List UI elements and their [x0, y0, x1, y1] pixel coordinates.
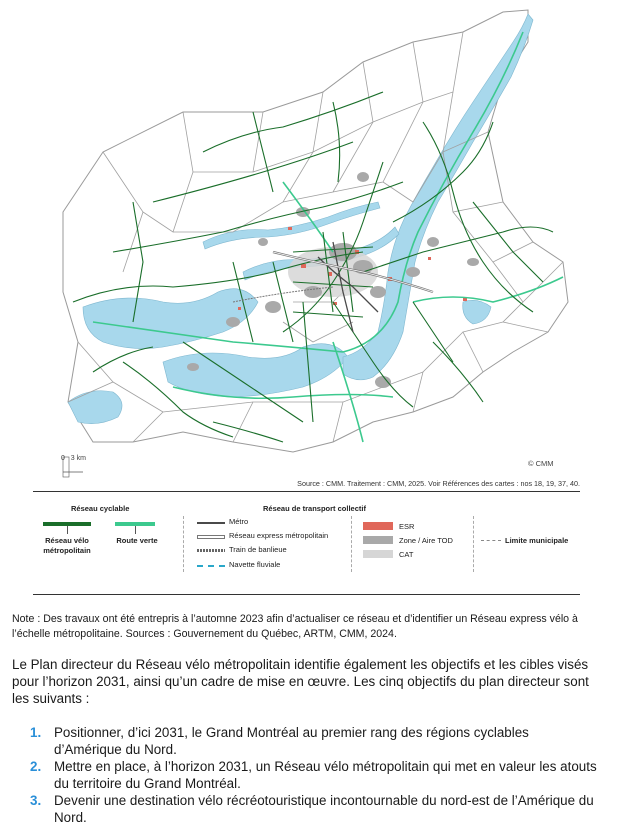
legend-connector — [67, 526, 68, 534]
intro-paragraph: Le Plan directeur du Réseau vélo métropolitain identifie également les objectifs et les cibles visés pour l’horizon 2031, ainsi qu’un cadre de mise en œuvre. Les cinq objectifs du plan directeur sont les suivants : — [12, 657, 589, 706]
legend-divider-3 — [473, 516, 474, 572]
map-legend — [33, 491, 580, 595]
objective-text: Positionner, d’ici 2031, le Grand Montréal au premier rang des régions cyclables d’Amérique du Nord. — [54, 725, 529, 757]
scale-label: 0 3 km — [61, 455, 86, 462]
legend-label-train: Train de banlieue — [229, 545, 287, 554]
legend-swatch-municipal — [481, 540, 501, 541]
legend-swatch-esr — [363, 522, 393, 530]
regional-map — [33, 2, 580, 488]
objective-item — [30, 792, 600, 826]
objective-number: 2. — [30, 759, 42, 774]
legend-divider-2 — [351, 516, 352, 572]
legend-swatch-shuttle — [197, 565, 225, 567]
objective-text: Devenir une destination vélo récréotouristique incontournable du nord-est de l’Amérique du Nord. — [54, 793, 594, 825]
objective-item — [30, 724, 600, 758]
legend-label-rem: Réseau express métropolitain — [229, 531, 329, 540]
map-copyright: © CMM — [528, 459, 554, 468]
legend-label-route-verte: Route verte — [116, 536, 158, 545]
objective-number: 3. — [30, 793, 42, 808]
objective-text: Mettre en place, à l’horizon 2031, un Réseau vélo métropolitain qui met en valeur les atouts du territoire du Grand Montréal. — [54, 759, 597, 791]
legend-label-metro: Métro — [229, 517, 249, 526]
map-note: Note : Des travaux ont été entrepris à l’automne 2023 afin d’actualiser ce réseau et d’identifier un Réseau express vélo à l’échelle métropolitaine. Sources : Gouvernement du Québec, ARTM, CMM, 2024. — [12, 613, 578, 640]
legend-title-transit: Réseau de transport collectif — [263, 504, 366, 513]
map-source: Source : CMM. Traitement : CMM, 2025. Voir Références des cartes : nos 18, 19, 37, 40. — [297, 479, 580, 488]
legend-swatch-metro — [197, 522, 225, 524]
legend-label-cat: CAT — [399, 550, 414, 559]
legend-label-tod: Zone / Aire TOD — [399, 536, 453, 545]
legend-label-municipal: Limite municipale — [505, 536, 569, 545]
legend-label-esr: ESR — [399, 522, 415, 531]
objective-number: 1. — [30, 725, 42, 740]
legend-swatch-cat — [363, 550, 393, 558]
map-canvas — [33, 2, 580, 488]
legend-swatch-rem — [197, 535, 225, 539]
objective-item — [30, 758, 600, 792]
legend-swatch-tod — [363, 536, 393, 544]
legend-swatch-train — [197, 549, 225, 552]
legend-connector-2 — [135, 526, 136, 534]
legend-divider-1 — [183, 516, 184, 572]
legend-label-bike-network: Réseau vélo métropolitain — [43, 536, 91, 555]
objectives-list — [30, 724, 600, 826]
legend-title-cycling: Réseau cyclable — [71, 504, 130, 513]
legend-label-shuttle: Navette fluviale — [229, 560, 281, 569]
